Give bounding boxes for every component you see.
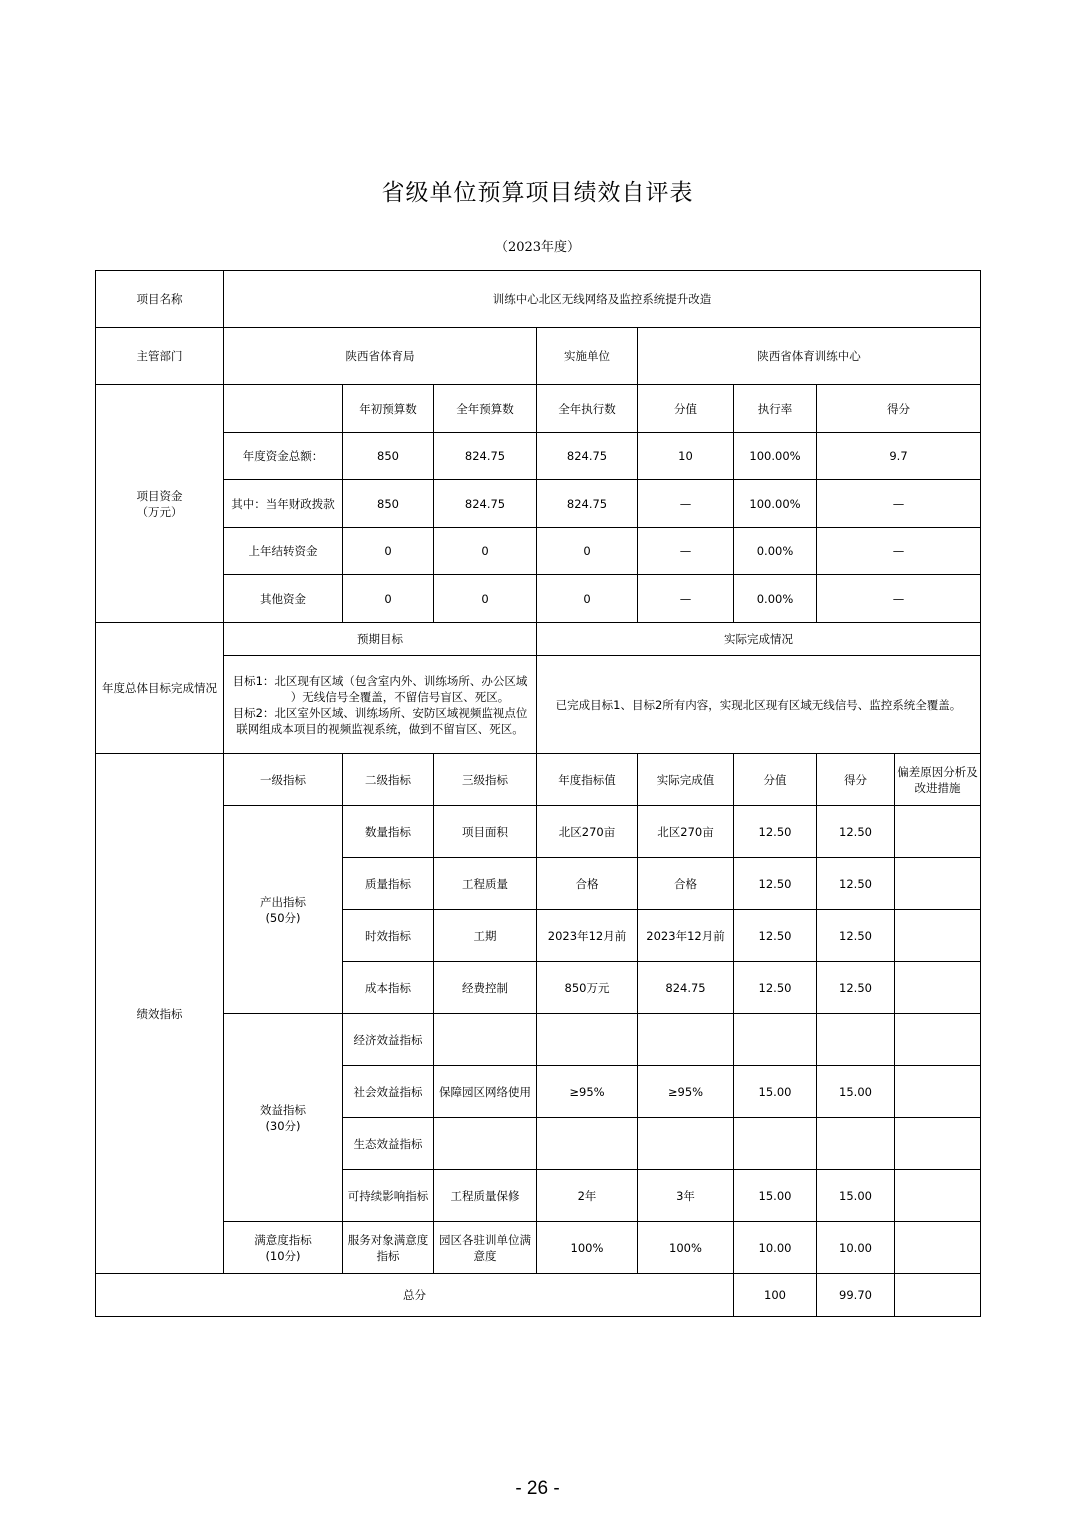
- goals-expected-header: 预期目标: [224, 623, 537, 656]
- funds-cell: —: [638, 528, 734, 575]
- funds-header-cell: 全年执行数: [537, 385, 638, 433]
- perf-score: [817, 1118, 895, 1170]
- total-max: 100: [734, 1274, 817, 1317]
- perf-target: 合格: [537, 858, 638, 910]
- perf-note: [895, 858, 981, 910]
- funds-cell: 850: [343, 433, 434, 480]
- perf-target: 850万元: [537, 962, 638, 1014]
- dept-label: 主管部门: [96, 328, 224, 385]
- perf-actual: 2023年12月前: [638, 910, 734, 962]
- project-name-value: 训练中心北区无线网络及监控系统提升改造: [224, 271, 981, 328]
- perf-score: 15.00: [817, 1066, 895, 1118]
- funds-cell: 0.00%: [734, 528, 817, 575]
- funds-cell: 0: [434, 528, 537, 575]
- goal-line: 联网组成本项目的视频监视系统，做到不留盲区、死区。: [236, 721, 524, 736]
- group-benefit: [224, 1014, 343, 1222]
- perf-actual: 824.75: [638, 962, 734, 1014]
- dept-value: 陕西省体育局: [224, 328, 537, 385]
- perf-l3: 园区各驻训单位满意度: [434, 1222, 537, 1274]
- perf-note: [895, 1118, 981, 1170]
- funds-cell: 100.00%: [734, 433, 817, 480]
- perf-note: [895, 910, 981, 962]
- funds-cell: 824.75: [434, 433, 537, 480]
- funds-row: [96, 575, 981, 623]
- document-title: 省级单位预算项目绩效自评表: [381, 180, 694, 206]
- funds-cell: 850: [343, 480, 434, 528]
- perf-l3: [434, 1014, 537, 1066]
- perf-l2: 质量指标: [343, 858, 434, 910]
- perf-score-max: 12.50: [734, 910, 817, 962]
- perf-header-cell: 一级指标: [224, 754, 343, 806]
- perf-score: 12.50: [817, 806, 895, 858]
- perf-l2: 可持续影响指标: [343, 1170, 434, 1222]
- funds-cell: 10: [638, 433, 734, 480]
- funds-row: [96, 480, 981, 528]
- group-satisfaction-line2: (10分): [265, 1248, 301, 1263]
- perf-header-cell: 实际完成值: [638, 754, 734, 806]
- goals-label: 年度总体目标完成情况: [96, 623, 224, 754]
- funds-row-name: 其中：当年财政拨款: [224, 480, 343, 528]
- perf-header-cell: 年度指标值: [537, 754, 638, 806]
- perf-score: 12.50: [817, 962, 895, 1014]
- funds-row-name: 年度资金总额：: [224, 433, 343, 480]
- group-satisfaction-line1: 满意度指标: [254, 1232, 312, 1247]
- perf-actual: [638, 1118, 734, 1170]
- impl-value: 陕西省体育训练中心: [638, 328, 981, 385]
- perf-score-max: 15.00: [734, 1066, 817, 1118]
- funds-label-line1: 项目资金: [136, 488, 183, 503]
- perf-score: [817, 1014, 895, 1066]
- goals-actual-text: 已完成目标1、目标2所有内容，实现北区现有区域无线信号、监控系统全覆盖。: [537, 656, 981, 754]
- perf-score-max: 10.00: [734, 1222, 817, 1274]
- perf-score-max: [734, 1118, 817, 1170]
- perf-l3: 工程质量: [434, 858, 537, 910]
- funds-row-name: 其他资金: [224, 575, 343, 623]
- perf-l3: 工程质量保修: [434, 1170, 537, 1222]
- perf-target: ≥95%: [537, 1066, 638, 1118]
- funds-cell: 824.75: [537, 480, 638, 528]
- funds-label-line2: （万元）: [136, 504, 183, 519]
- performance-label: 绩效指标: [96, 754, 224, 1274]
- impl-label: 实施单位: [537, 328, 638, 385]
- perf-l2: 生态效益指标: [343, 1118, 434, 1170]
- funds-cell: 0: [537, 528, 638, 575]
- funds-cell: 0: [343, 575, 434, 623]
- perf-note: [895, 1170, 981, 1222]
- funds-cell: —: [817, 528, 981, 575]
- goal-line: ）无线信号全覆盖，不留信号盲区、死区。: [290, 689, 510, 704]
- perf-target: [537, 1014, 638, 1066]
- funds-row-name: 上年结转资金: [224, 528, 343, 575]
- perf-actual: 100%: [638, 1222, 734, 1274]
- funds-cell: —: [638, 575, 734, 623]
- project-name-label: 项目名称: [96, 271, 224, 328]
- perf-target: 100%: [537, 1222, 638, 1274]
- goal-line: 目标2：北区室外区域、训练场所、安防区域视频监视点位: [232, 705, 528, 720]
- perf-target: 2年: [537, 1170, 638, 1222]
- perf-l2: 时效指标: [343, 910, 434, 962]
- perf-score-max: 15.00: [734, 1170, 817, 1222]
- page-number: - 26 -: [515, 1478, 560, 1499]
- perf-score: 12.50: [817, 910, 895, 962]
- perf-actual: [638, 1014, 734, 1066]
- group-benefit-line1: 效益指标: [260, 1102, 306, 1117]
- funds-header-cell: 全年预算数: [434, 385, 537, 433]
- perf-score-max: [734, 1014, 817, 1066]
- perf-header-cell: 三级指标: [434, 754, 537, 806]
- funds-cell: 0: [537, 575, 638, 623]
- perf-score-max: 12.50: [734, 962, 817, 1014]
- total-row: [96, 1274, 981, 1317]
- perf-score: 12.50: [817, 858, 895, 910]
- funds-header-blank: [224, 385, 343, 433]
- perf-note: [895, 1014, 981, 1066]
- perf-header-cell: 二级指标: [343, 754, 434, 806]
- perf-l3: 保障园区网络使用: [434, 1066, 537, 1118]
- perf-l2: 数量指标: [343, 806, 434, 858]
- perf-l3: [434, 1118, 537, 1170]
- funds-cell: 0: [434, 575, 537, 623]
- perf-note: [895, 806, 981, 858]
- group-output-line1: 产出指标: [260, 894, 306, 909]
- goals-expected-text: [224, 656, 537, 754]
- perf-score-max: 12.50: [734, 858, 817, 910]
- total-score: 99.70: [817, 1274, 895, 1317]
- funds-row: [96, 433, 981, 480]
- goals-actual-header: 实际完成情况: [537, 623, 981, 656]
- perf-note: [895, 1222, 981, 1274]
- perf-actual: ≥95%: [638, 1066, 734, 1118]
- perf-actual: 3年: [638, 1170, 734, 1222]
- perf-target: [537, 1118, 638, 1170]
- group-benefit-line2: (30分): [265, 1118, 301, 1133]
- funds-header-cell: 得分: [817, 385, 981, 433]
- perf-header-cell: 偏差原因分析及改进措施: [895, 754, 981, 806]
- perf-score: 10.00: [817, 1222, 895, 1274]
- funds-cell: 0: [343, 528, 434, 575]
- perf-target: 2023年12月前: [537, 910, 638, 962]
- funds-cell: 824.75: [434, 480, 537, 528]
- goal-line: 目标1：北区现有区域（包含室内外、训练场所、办公区域: [232, 673, 528, 688]
- funds-cell: —: [817, 575, 981, 623]
- perf-l3: 工期: [434, 910, 537, 962]
- perf-l3: 经费控制: [434, 962, 537, 1014]
- total-label: 总分: [96, 1274, 734, 1317]
- funds-cell: —: [817, 480, 981, 528]
- perf-actual: 合格: [638, 858, 734, 910]
- document-year: （2023年度）: [494, 240, 581, 255]
- funds-header-cell: 执行率: [734, 385, 817, 433]
- perf-l3: 项目面积: [434, 806, 537, 858]
- perf-actual: 北区270亩: [638, 806, 734, 858]
- perf-header-cell: 分值: [734, 754, 817, 806]
- perf-row: [96, 1014, 981, 1066]
- perf-score-max: 12.50: [734, 806, 817, 858]
- total-note: [895, 1274, 981, 1317]
- perf-note: [895, 1066, 981, 1118]
- group-output-line2: (50分): [265, 910, 301, 925]
- funds-cell: —: [638, 480, 734, 528]
- perf-l2: 社会效益指标: [343, 1066, 434, 1118]
- perf-l2: 经济效益指标: [343, 1014, 434, 1066]
- perf-note: [895, 962, 981, 1014]
- group-satisfaction: [224, 1222, 343, 1274]
- perf-header-cell: 得分: [817, 754, 895, 806]
- funds-cell: 0.00%: [734, 575, 817, 623]
- funds-cell: 100.00%: [734, 480, 817, 528]
- group-output: [224, 806, 343, 1014]
- perf-score: 15.00: [817, 1170, 895, 1222]
- perf-l2: 成本指标: [343, 962, 434, 1014]
- perf-row: [96, 1222, 981, 1274]
- funds-row: [96, 528, 981, 575]
- funds-label: [96, 385, 224, 623]
- perf-target: 北区270亩: [537, 806, 638, 858]
- evaluation-table: [95, 270, 981, 1317]
- perf-l2: 服务对象满意度指标: [343, 1222, 434, 1274]
- funds-cell: 824.75: [537, 433, 638, 480]
- funds-header-cell: 分值: [638, 385, 734, 433]
- funds-header-cell: 年初预算数: [343, 385, 434, 433]
- perf-row: [96, 806, 981, 858]
- funds-cell: 9.7: [817, 433, 981, 480]
